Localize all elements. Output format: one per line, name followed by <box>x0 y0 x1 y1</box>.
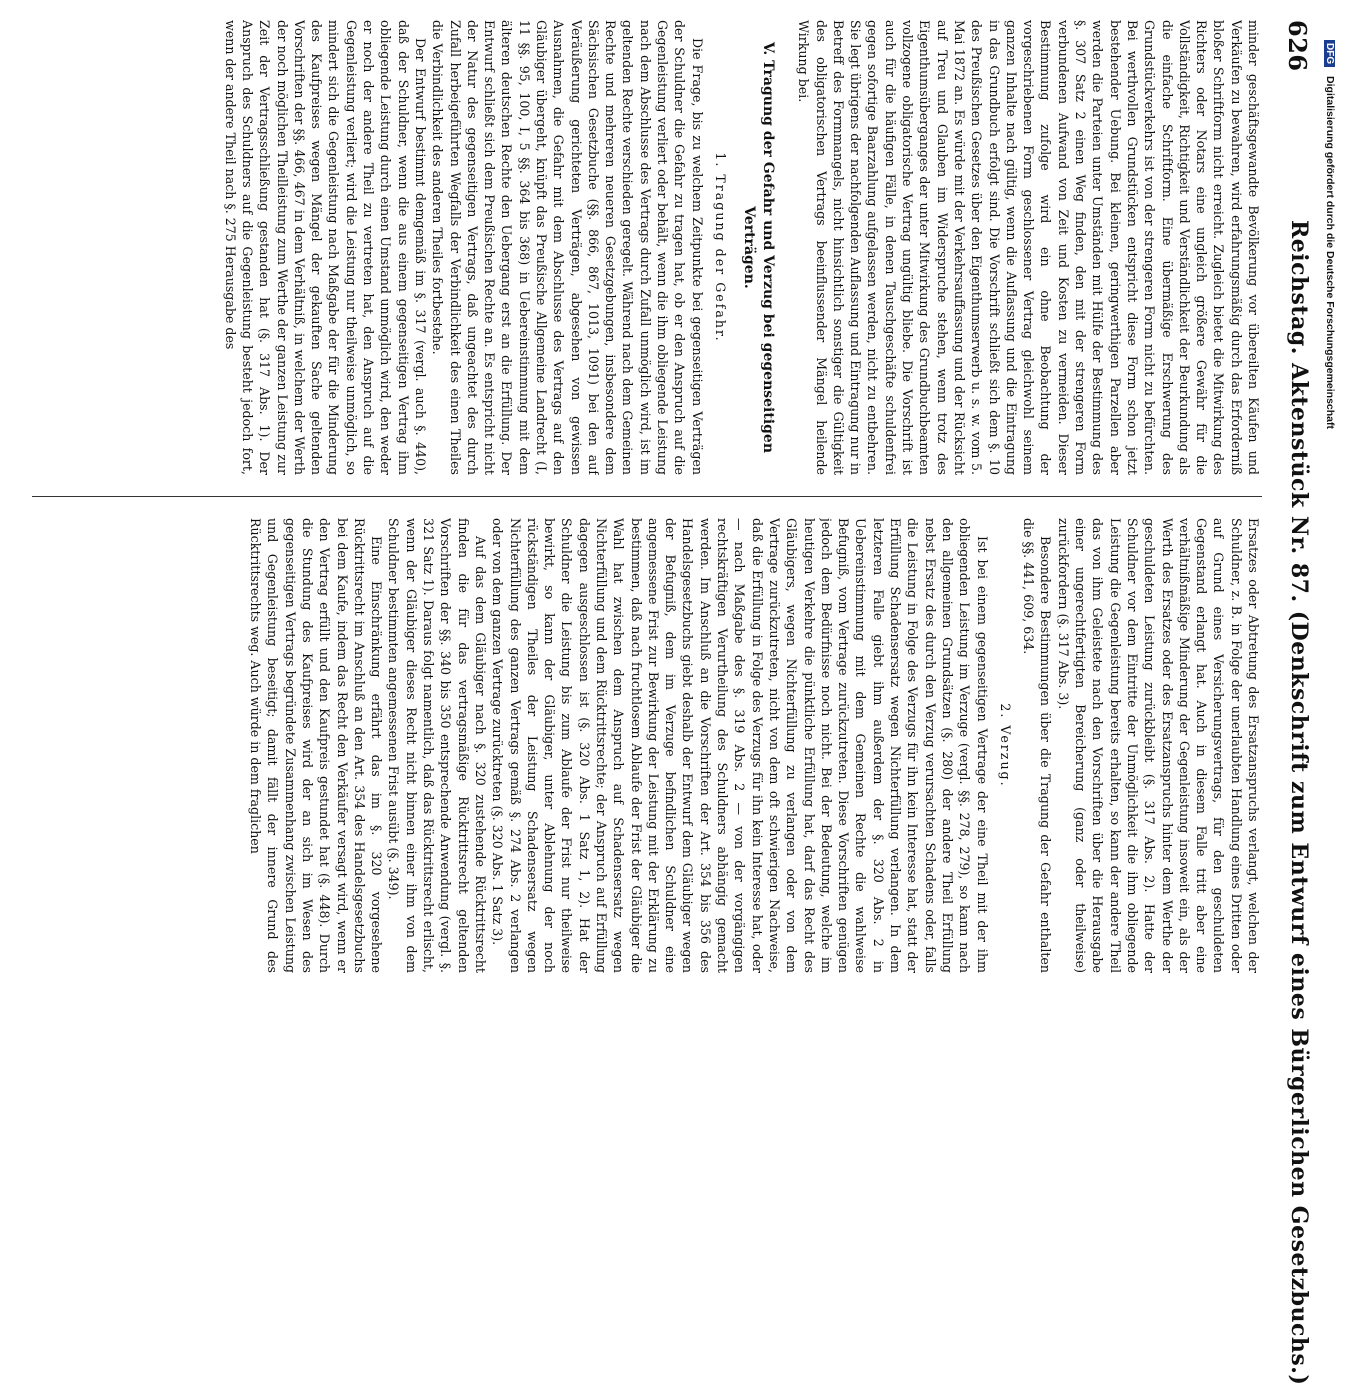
right-paragraph-4: Auf das dem Gläubiger nach §. 320 zustehende Rücktrittsrecht finden die für das vertragsmäßige Rücktrittsrecht geltenden Vorschriften der §§. 340 bis 350 entsprechende Anwendung (vergl. §. 321 Satz 1). Daraus folgt namentlich, daß das Rücktrittsrecht erlischt, wenn der Gläubiger dieses Recht nicht binnen einer ihm von dem Schuldner bestimmten angemessenen Frist ausübt (§. 349). <box>386 518 488 973</box>
digitization-note <box>1320 40 1336 1000</box>
section-title: V. Tragung der Gefahr und Verzug bei gegenseitigen Verträgen. <box>740 41 776 454</box>
dfg-logo: DFG <box>1324 40 1335 67</box>
left-column <box>32 20 1262 475</box>
subsection-title-verzug: 2. Verzug. <box>997 703 1013 788</box>
right-paragraph-2: Besondere Bestimmungen über die Tragung der Gefahr enthalten die §§. 441, 609, 634. <box>1021 518 1054 973</box>
digitization-note-text: Digitalisierung gefördert durch die Deutsche Forschungsgemeinschaft <box>1324 76 1336 430</box>
right-column <box>32 518 1262 973</box>
page-number: 626 <box>1283 20 1312 72</box>
left-paragraph-1: minder geschäftsgewandte Bevölkerung vor übereilten Käufen und Verkäufen zu bewahren, wird erfahrungsmäßig durch das Erforderniß bloßer Schriftform nicht erreicht. Zugleich bietet die Mitwirkung des Richters oder Notars eine ungleich größere Gewähr für die Vollständigkeit, Richtigkeit und Verständlichkeit der Beurkundung als die einfache Schriftform. Eine übermäßige Erschwerung des Grundstückverkehrs ist von der strengeren Form nicht zu befürchten. Bei werthvollen Grundstücken entspricht diese Form schon jetzt bestehender Uebung. Bei kleinen, geringwerthigen Parzellen aber werden die Parteien unter Umständen mit Hülfe der Bestimmung des §. 307 Satz 2 einen Weg finden, den mit der strengeren Form verbundenen Aufwand von Zeit und Kosten zu vermeiden. Dieser Bestimmung zufolge wird ein ohne Beobachtung der vorgeschriebenen Form geschlossener Vertrag gleichwohl seinem ganzen Inhalte nach gültig, wenn die Auflassung und die Eintragung in das Grundbuch erfolgt sind. Die Vorschrift schließt sich dem §. 10 des Preußischen Gesetzes über den Eigenthumserwerb u. s. w. vom 5. Mai 1872 an. Es würde mit der Verkehrsauffassung und der Rücksicht auf Treu und Glauben im Widerspruche stehen, wenn trotz des Eigenthumsüberganges der unter Mitwirkung des Grundbuchbeamten vollzogene obligatorische Vertrag ungültig bliebe. Die Vorschrift ist auch für die häufigen Fälle, in denen Tauschgeschäfte schuldenfrei gegen sofortige Baarzahlung aufgelassen werden, nicht zu entbehren. Sie legt übrigens der nachfolgenden Auflassung und Eintragung nur in Betreff des Formmangels, nicht hinsichtlich sonstiger die Gültigkeit des obligatorischen Vertrags beeinflussender Mängel heilende Wirkung bei. <box>796 20 1261 475</box>
right-paragraph-1: Ersatzes oder Abtretung des Ersatzanspruchs verlangt, welchen der Schuldner, z. B. in Folge der unerlaubten Handlung eines Dritten oder auf Grund eines Versicherungsvertrags, für den geschuldeten Gegenstand erlangt hat. Auch in diesem Falle tritt aber eine verhältnißmäßige Minderung der Gegenleistung insoweit ein, als der Werth des Ersatzes oder des Ersatzanspruchs hinter dem Werthe der geschuldeten Leistung zurückbleibt (§. 317 Abs. 2). Hatte der Schuldner vor dem Eintritte der Unmöglichkeit die ihm obliegende Leistung die Gegenleistung bereits erhalten, so kann der andere Theil das von ihm Geleistete nach den Vorschriften über die Herausgabe einer ungerechtfertigten Bereicherung (ganz oder theilweise) zurückfordern (§. 317 Abs. 3). <box>1055 518 1261 973</box>
left-paragraph-2: Die Frage, bis zu welchem Zeitpunkte bei gegenseitigen Verträgen der Schuldner die Gefahr zu tragen hat, ob er den Anspruch auf die Gegenleistung verliert oder behält, wenn die ihm obliegende Leistung nach dem Abschlusse des Vertrags durch Zufall unmöglich wird, ist im geltenden Rechte verschieden geregelt. Während nach dem Gemeinen Rechte und mehreren neueren Gesetzgebungen, insbesondere dem Sächsischen Gesetzbuche (§§. 866, 867, 1013, 1091) bei den auf Veräußerung gerichteten Verträgen, abgesehen von gewissen Ausnahmen, die Gefahr mit dem Abschlusse des Vertrags auf den Gläubiger übergeht, knüpft das Preußische Allgemeine Landrecht (I, 11 §§. 95, 100, I, 5 §§. 364 bis 368) in Uebereinstimmung mit dem älteren deutschen Rechte den Uebergang erst an die Erfüllung. Der Entwurf schließt sich dem Preußischen Rechte an. Es entspricht nicht der Natur des gegenseitigen Vertrags, daß ungeachtet des durch Zufall herbeigeführten Wegfalls der Verbindlichkeit des einen Theiles die Verbindlichkeit des anderen Theiles fortbestehe. <box>430 20 705 475</box>
page-header <box>1274 20 1320 1385</box>
left-paragraph-3: Der Entwurf bestimmt demgemäß im §. 317 (vergl. auch §. 440), daß der Schuldner, wenn die aus einem gegenseitigen Vertrag ihm obliegende Leistung durch einen Umstand unmöglich wird, den weder er noch der andere Theil zu vertreten hat, den Anspruch auf die Gegenleistung verliert; wird die Leistung nur theilweise unmöglich, so mindert sich die Gegenleistung nach Maßgabe der für die Minderung des Kaufpreises wegen Mängel der gekauften Sache geltenden Vorschriften der §§. 466, 467 in dem Verhältniß, in welchem der Werth der noch möglichen Theilleistung zum Werthe der ganzen Leistung zur Zeit der Vertragsschließung gestanden hat (§. 317 Abs. 1). Der Anspruch des Schuldners auf die Gegenleistung besteht jedoch fort, wenn der andere Theil nach §. 275 Herausgabe des <box>222 20 428 475</box>
right-paragraph-5: Eine Einschränkung erfährt das im §. 320 vorgesehene Rücktrittsrecht im Anschluß an den Art. 354 des Handelsgesetzbuchs bei dem Kaufe, indem das Recht den Verkäufer versagt wird, wenn er den Vertrag erfüllt und den Kaufpreis gestundet hat (§. 448). Durch die Stundung des Kaufpreises wird der an sich im Wesen des gegenseitigen Vertrags begründete Zusammenhang zwischen Leistung und Gegenleistung beseitigt; damit fällt der innere Grund des Rücktrittsrechts weg. Auch würde in dem fraglichen <box>248 518 385 973</box>
subsection-title-gefahr: 1. Tragung der Gefahr. <box>712 152 728 343</box>
document-page <box>30 20 1320 1385</box>
column-divider <box>32 496 1262 497</box>
right-paragraph-3: Ist bei einem gegenseitigen Vertrage der eine Theil mit der ihm obliegenden Leistung im Verzuge (vergl. §§. 278, 279), so kann nach den allgemeinen Grundsätzen (§. 280) der andere Theil Erfüllung nebst Ersatz des durch den Verzug verursachten Schadens oder, falls die Leistung in Folge des Verzugs für ihn kein Interesse hat, statt der Erfüllung Schadensersatz wegen Nichterfüllung verlangen. In dem letzteren Falle giebt ihm außerdem der §. 320 Abs. 2 in Uebereinstimmung mit dem Gemeinen Rechte die wahlweise Befugniß, vom Vertrage zurückzutreten. Diese Vorschriften genügen jedoch dem Bedürfnisse noch nicht. Bei der Bedeutung, welche im heutigen Verkehre die pünktliche Erfüllung hat, darf das Recht des Gläubigers, wegen Nichterfüllung zu verlangen oder von dem Vertrage zurückzutreten, nicht von dem oft schwierigen Nachweise, daß die Erfüllung in Folge des Verzugs für ihn kein Interesse hat, oder — nach Maßgabe des §. 319 Abs. 2 — von der vorgängigen rechtskräftigen Verurtheilung des Schuldners abhängig gemacht werden. Im Anschluß an die Vorschriften der Art. 354 bis 356 des Handelsgesetzbuchs giebt deshalb der Entwurf dem Gläubiger wegen der Befugniß, dem im Verzuge befindlichen Schuldner eine angemessene Frist zur Bewirkung der Leistung mit der Erklärung zu bestimmen, daß nach fruchtlosem Ablaufe der Frist der Gläubiger die Wahl hat zwischen dem Anspruch auf Schadensersatz wegen Nichterfüllung und dem Rücktrittsrechte; der Anspruch auf Erfüllung dagegen ausgeschlossen ist (§. 320 Abs. 1 Satz 1, 2). Hat der Schuldner die Leistung bis zum Ablaufe der Frist nur theilweise bewirkt, so kann der Gläubiger, unter Ablehnung der noch rückständigen Theiles der Leistung Schadensersatz wegen Nichterfüllung des ganzen Vertrags gemäß §. 274 Abs. 2 verlangen oder von dem ganzen Vertrage zurücktreten (§. 320 Abs. 1 Satz 3). <box>490 518 990 973</box>
running-title: Reichstag. Aktenstück Nr. 87. (Denkschrift zum Entwurf eines Bürgerlichen Gesetzbuchs.) <box>1286 220 1312 1385</box>
